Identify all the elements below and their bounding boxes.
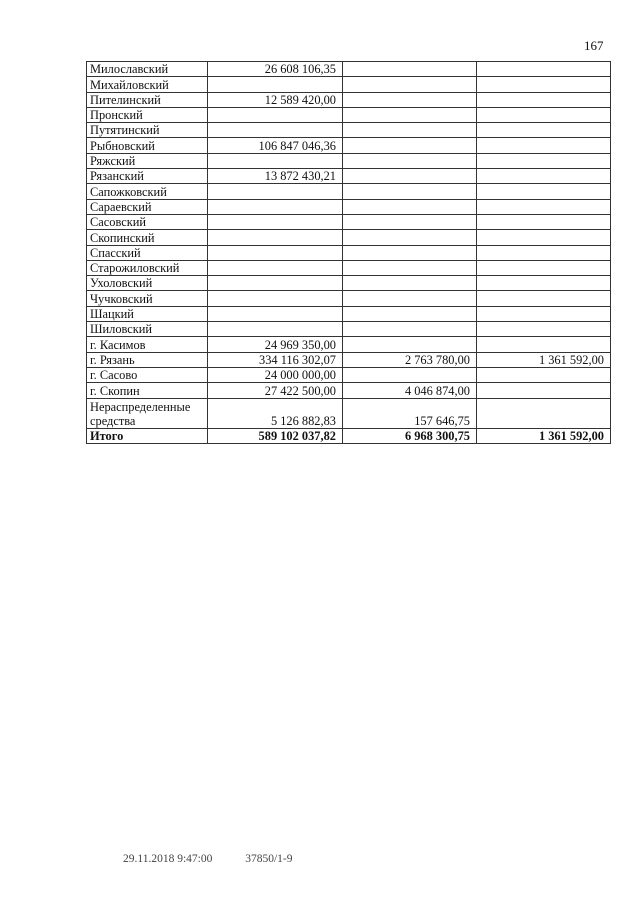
amount-col2-cell (343, 107, 477, 122)
footer (123, 853, 293, 865)
amount-col1-cell (208, 199, 343, 214)
amount-col3-cell (477, 214, 611, 229)
amount-col1-cell: 106 847 046,36 (208, 138, 343, 153)
table-row (87, 214, 611, 229)
amount-col1-cell: 26 608 106,35 (208, 62, 343, 77)
region-name-cell: Спасский (87, 245, 208, 260)
region-name-cell: Путятинский (87, 123, 208, 138)
amount-col2-cell (343, 153, 477, 168)
amount-col3-cell (477, 230, 611, 245)
region-name-cell: Сапожковский (87, 184, 208, 199)
amount-col1-cell (208, 276, 343, 291)
amount-col1-cell (208, 123, 343, 138)
amount-col1-cell (208, 153, 343, 168)
amount-col1-cell (208, 230, 343, 245)
amount-col1-cell (208, 184, 343, 199)
region-name-cell: Милославский (87, 62, 208, 77)
page-number: 167 (584, 38, 604, 53)
amount-col3-cell (477, 169, 611, 184)
footer-datetime: 29.11.2018 9:47:00 (123, 853, 213, 865)
amount-col3-cell (477, 306, 611, 321)
amount-col3-cell: 1 361 592,00 (477, 352, 611, 367)
region-name-cell: г. Касимов (87, 337, 208, 352)
amount-col1-cell (208, 291, 343, 306)
amount-col2-cell (343, 184, 477, 199)
region-name-cell: Рязанский (87, 169, 208, 184)
amount-col1-cell (208, 107, 343, 122)
region-name-cell: Сасовский (87, 214, 208, 229)
amount-col2-cell: 6 968 300,75 (343, 428, 477, 443)
amount-col3-cell (477, 62, 611, 77)
amount-col2-cell (343, 123, 477, 138)
table-row (87, 306, 611, 321)
amount-col1-cell: 589 102 037,82 (208, 428, 343, 443)
region-name-cell: Итого (87, 428, 208, 443)
table-row (87, 230, 611, 245)
amount-col2-cell (343, 92, 477, 107)
region-name-cell: Ряжский (87, 153, 208, 168)
region-name-cell: Скопинский (87, 230, 208, 245)
table-row (87, 184, 611, 199)
table-row (87, 352, 611, 367)
region-name-cell: г. Сасово (87, 367, 208, 382)
amount-col3-cell (477, 322, 611, 337)
table-row (87, 291, 611, 306)
amount-col2-cell (343, 260, 477, 275)
amount-col2-cell (343, 306, 477, 321)
amount-col3-cell (477, 138, 611, 153)
amount-col2-cell: 4 046 874,00 (343, 383, 477, 398)
amount-col2-cell (343, 199, 477, 214)
amount-col2-cell (343, 322, 477, 337)
region-name-cell: Шиловский (87, 322, 208, 337)
table-row (87, 77, 611, 92)
table-row (87, 153, 611, 168)
table-row (87, 337, 611, 352)
region-name-cell: Нераспределенные средства (87, 398, 208, 428)
region-name-cell: Ухоловский (87, 276, 208, 291)
amount-col2-cell (343, 214, 477, 229)
amount-col2-cell (343, 62, 477, 77)
amount-col2-cell (343, 367, 477, 382)
amount-col1-cell (208, 245, 343, 260)
amount-col1-cell (208, 322, 343, 337)
amount-col3-cell (477, 123, 611, 138)
amount-col2-cell: 2 763 780,00 (343, 352, 477, 367)
amount-col1-cell (208, 260, 343, 275)
table-row (87, 383, 611, 398)
table-row (87, 62, 611, 77)
budget-table (86, 61, 611, 444)
amount-col3-cell (477, 107, 611, 122)
amount-col2-cell: 157 646,75 (343, 398, 477, 428)
amount-col1-cell (208, 77, 343, 92)
amount-col1-cell (208, 214, 343, 229)
amount-col3-cell (477, 383, 611, 398)
amount-col3-cell (477, 276, 611, 291)
table-row (87, 92, 611, 107)
amount-col1-cell: 24 969 350,00 (208, 337, 343, 352)
amount-col1-cell: 24 000 000,00 (208, 367, 343, 382)
table-row (87, 199, 611, 214)
amount-col3-cell (477, 184, 611, 199)
region-name-cell: Чучковский (87, 291, 208, 306)
region-name-cell: Рыбновский (87, 138, 208, 153)
table-body (87, 62, 611, 444)
region-name-cell: Пителинский (87, 92, 208, 107)
amount-col1-cell: 334 116 302,07 (208, 352, 343, 367)
amount-col3-cell: 1 361 592,00 (477, 428, 611, 443)
amount-col3-cell (477, 92, 611, 107)
footer-document-code: 37850/1-9 (245, 853, 293, 865)
amount-col3-cell (477, 77, 611, 92)
amount-col2-cell (343, 337, 477, 352)
region-name-cell: Шацкий (87, 306, 208, 321)
table-row (87, 138, 611, 153)
amount-col3-cell (477, 153, 611, 168)
amount-col2-cell (343, 276, 477, 291)
amount-col3-cell (477, 398, 611, 428)
amount-col1-cell: 5 126 882,83 (208, 398, 343, 428)
amount-col1-cell: 27 422 500,00 (208, 383, 343, 398)
amount-col2-cell (343, 169, 477, 184)
table-row (87, 398, 611, 428)
table-row (87, 107, 611, 122)
region-name-cell: г. Скопин (87, 383, 208, 398)
amount-col3-cell (477, 245, 611, 260)
amount-col1-cell: 13 872 430,21 (208, 169, 343, 184)
table-row (87, 245, 611, 260)
table-row (87, 276, 611, 291)
amount-col3-cell (477, 337, 611, 352)
table-row (87, 367, 611, 382)
amount-col3-cell (477, 199, 611, 214)
amount-col1-cell (208, 306, 343, 321)
amount-col2-cell (343, 245, 477, 260)
amount-col2-cell (343, 230, 477, 245)
amount-col2-cell (343, 77, 477, 92)
region-name-cell: Пронский (87, 107, 208, 122)
region-name-cell: Старожиловский (87, 260, 208, 275)
amount-col3-cell (477, 291, 611, 306)
region-name-cell: Михайловский (87, 77, 208, 92)
table-row (87, 169, 611, 184)
region-name-cell: г. Рязань (87, 352, 208, 367)
table-row (87, 123, 611, 138)
table-row (87, 260, 611, 275)
table-row (87, 428, 611, 443)
amount-col2-cell (343, 291, 477, 306)
amount-col2-cell (343, 138, 477, 153)
table-row (87, 322, 611, 337)
amount-col3-cell (477, 367, 611, 382)
region-name-cell: Сараевский (87, 199, 208, 214)
amount-col1-cell: 12 589 420,00 (208, 92, 343, 107)
amount-col3-cell (477, 260, 611, 275)
